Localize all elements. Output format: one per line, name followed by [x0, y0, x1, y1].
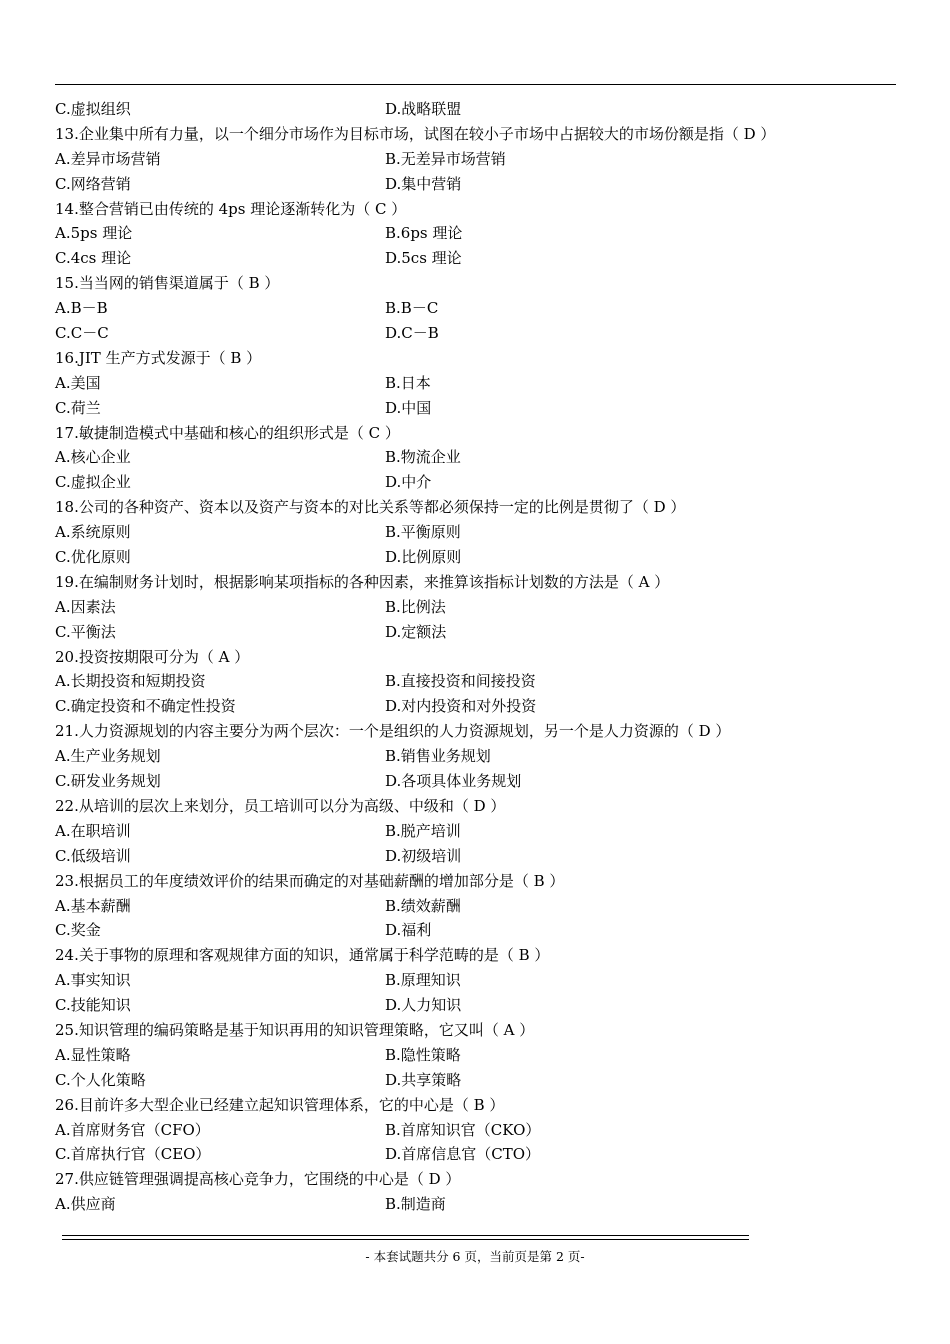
option-row	[55, 769, 896, 794]
option-left: A.长期投资和短期投资	[55, 672, 206, 691]
question-text: 22.从培训的层次上来划分，员工培训可以分为高级、中级和（ D ）	[55, 796, 506, 815]
question-text: 25.知识管理的编码策略是基于知识再用的知识管理策略，它又叫（ A ）	[55, 1020, 535, 1039]
option-row	[55, 1142, 896, 1167]
option-left: A.系统原则	[55, 523, 131, 542]
option-left: A.显性策略	[55, 1045, 131, 1064]
question-text: 19.在编制财务计划时，根据影响某项指标的各种因素，来推算该指标计划数的方法是（ A ）	[55, 572, 670, 591]
option-row	[55, 396, 896, 421]
question-text: 23.根据员工的年度绩效评价的结果而确定的对基础薪酬的增加部分是（ B ）	[55, 871, 565, 890]
option-right: B.直接投资和间接投资	[385, 672, 536, 691]
option-left: A.供应商	[55, 1195, 116, 1214]
option-right: B.首席知识官（CKO）	[385, 1120, 541, 1139]
option-row	[55, 470, 896, 495]
option-row	[55, 321, 896, 346]
header-rule	[55, 84, 896, 85]
question-text: 24.关于事物的原理和客观规律方面的知识，通常属于科学范畴的是（ B ）	[55, 946, 550, 965]
question-text: 18.公司的各种资产、资本以及资产与资本的对比关系等都必须保持一定的比例是贯彻了（ D ）	[55, 498, 686, 517]
option-left: C.荷兰	[55, 398, 101, 417]
option-row	[55, 545, 896, 570]
option-right: B.比例法	[385, 597, 446, 616]
option-left: C.网络营销	[55, 174, 131, 193]
option-left: A.基本薪酬	[55, 896, 131, 915]
option-row	[55, 918, 896, 943]
option-left: C.4cs 理论	[55, 249, 132, 268]
option-right: B.6ps 理论	[385, 224, 463, 243]
option-row	[55, 819, 896, 844]
option-left: A.核心企业	[55, 448, 131, 467]
option-left: A.首席财务官（CFO）	[55, 1120, 210, 1139]
question-text: 27.供应链管理强调提高核心竞争力，它围绕的中心是（ D ）	[55, 1170, 461, 1189]
option-row	[55, 694, 896, 719]
option-row	[55, 246, 896, 271]
option-row	[55, 371, 896, 396]
option-right: B.物流企业	[385, 448, 461, 467]
option-right: D.5cs 理论	[385, 249, 462, 268]
option-right: B.日本	[385, 373, 431, 392]
option-row	[55, 296, 896, 321]
option-left: A.美国	[55, 373, 101, 392]
option-right: D.定额法	[385, 622, 447, 641]
option-row	[55, 620, 896, 645]
question-text: 16.JIT 生产方式发源于（ B ）	[55, 348, 262, 367]
question-text: 14.整合营销已由传统的 4ps 理论逐渐转化为（ C ）	[55, 199, 407, 218]
option-left: C.首席执行官（CEO）	[55, 1145, 211, 1164]
question-text: 13.企业集中所有力量，以一个细分市场作为目标市场，试图在较小子市场中占据较大的市场份额是指（ D ）	[55, 124, 776, 143]
option-left: A.在职培训	[55, 821, 131, 840]
option-right: B.制造商	[385, 1195, 446, 1214]
option-row	[55, 445, 896, 470]
option-left: A.差异市场营销	[55, 149, 161, 168]
option-left: A.B－B	[55, 299, 108, 318]
option-row	[55, 993, 896, 1018]
option-left: C.技能知识	[55, 996, 131, 1015]
option-row	[55, 1118, 896, 1143]
option-left: C.个人化策略	[55, 1070, 146, 1089]
option-row	[55, 669, 896, 694]
option-row	[55, 1068, 896, 1093]
option-right: D.比例原则	[385, 548, 462, 567]
option-left: A.生产业务规划	[55, 747, 161, 766]
option-row	[55, 1192, 896, 1217]
option-row	[55, 520, 896, 545]
option-left: A.事实知识	[55, 971, 131, 990]
question-text: 20.投资按期限可分为（ A ）	[55, 647, 250, 666]
option-left: C.低级培训	[55, 846, 131, 865]
option-left: A.5ps 理论	[55, 224, 133, 243]
option-row	[55, 968, 896, 993]
option-right: B.销售业务规划	[385, 747, 491, 766]
option-right: B.脱产培训	[385, 821, 461, 840]
option-right: D.集中营销	[385, 174, 462, 193]
option-right: B.原理知识	[385, 971, 461, 990]
option-right: B.隐性策略	[385, 1045, 461, 1064]
option-left: C.研发业务规划	[55, 772, 161, 791]
footer-rule-bottom	[62, 1239, 749, 1240]
option-right: B.B－C	[385, 299, 439, 318]
option-right: D.中国	[385, 398, 432, 417]
option-row	[55, 1043, 896, 1068]
option-right: B.平衡原则	[385, 523, 461, 542]
option-left: C.C－C	[55, 324, 109, 343]
option-left: C.优化原则	[55, 548, 131, 567]
option-right: B.无差异市场营销	[385, 149, 506, 168]
question-text: 17.敏捷制造模式中基础和核心的组织形式是（ C ）	[55, 423, 400, 442]
option-right: D.中介	[385, 473, 432, 492]
option-left: C.虚拟组织	[55, 100, 131, 118]
option-right: D.各项具体业务规划	[385, 772, 522, 791]
option-left: A.因素法	[55, 597, 116, 616]
exam-content	[55, 97, 896, 1217]
option-row	[55, 744, 896, 769]
footer-rule-top	[62, 1235, 749, 1236]
option-row	[55, 595, 896, 620]
option-right: B.绩效薪酬	[385, 896, 461, 915]
option-right: D.初级培训	[385, 846, 462, 865]
option-row	[55, 97, 896, 122]
option-left: C.平衡法	[55, 622, 116, 641]
option-right: D.首席信息官（CTO）	[385, 1145, 541, 1164]
page-footer: - 本套试题共分 6 页，当前页是第 2 页-	[365, 1249, 585, 1264]
option-left: C.虚拟企业	[55, 473, 131, 492]
option-row	[55, 221, 896, 246]
option-right: D.人力知识	[385, 996, 462, 1015]
option-right: D.福利	[385, 921, 432, 940]
option-row	[55, 894, 896, 919]
question-text: 26.目前许多大型企业已经建立起知识管理体系，它的中心是（ B ）	[55, 1095, 505, 1114]
option-right: D.对内投资和对外投资	[385, 697, 537, 716]
question-text: 21.人力资源规划的内容主要分为两个层次：一个是组织的人力资源规划，另一个是人力资源的（ D ）	[55, 722, 731, 741]
option-row	[55, 147, 896, 172]
option-left: C.奖金	[55, 921, 101, 940]
option-left: C.确定投资和不确定性投资	[55, 697, 236, 716]
option-right: D.共享策略	[385, 1070, 462, 1089]
question-text: 15.当当网的销售渠道属于（ B ）	[55, 274, 280, 293]
option-row	[55, 844, 896, 869]
option-right: D.C－B	[385, 324, 439, 343]
option-right: D.战略联盟	[385, 100, 462, 118]
option-row	[55, 172, 896, 197]
